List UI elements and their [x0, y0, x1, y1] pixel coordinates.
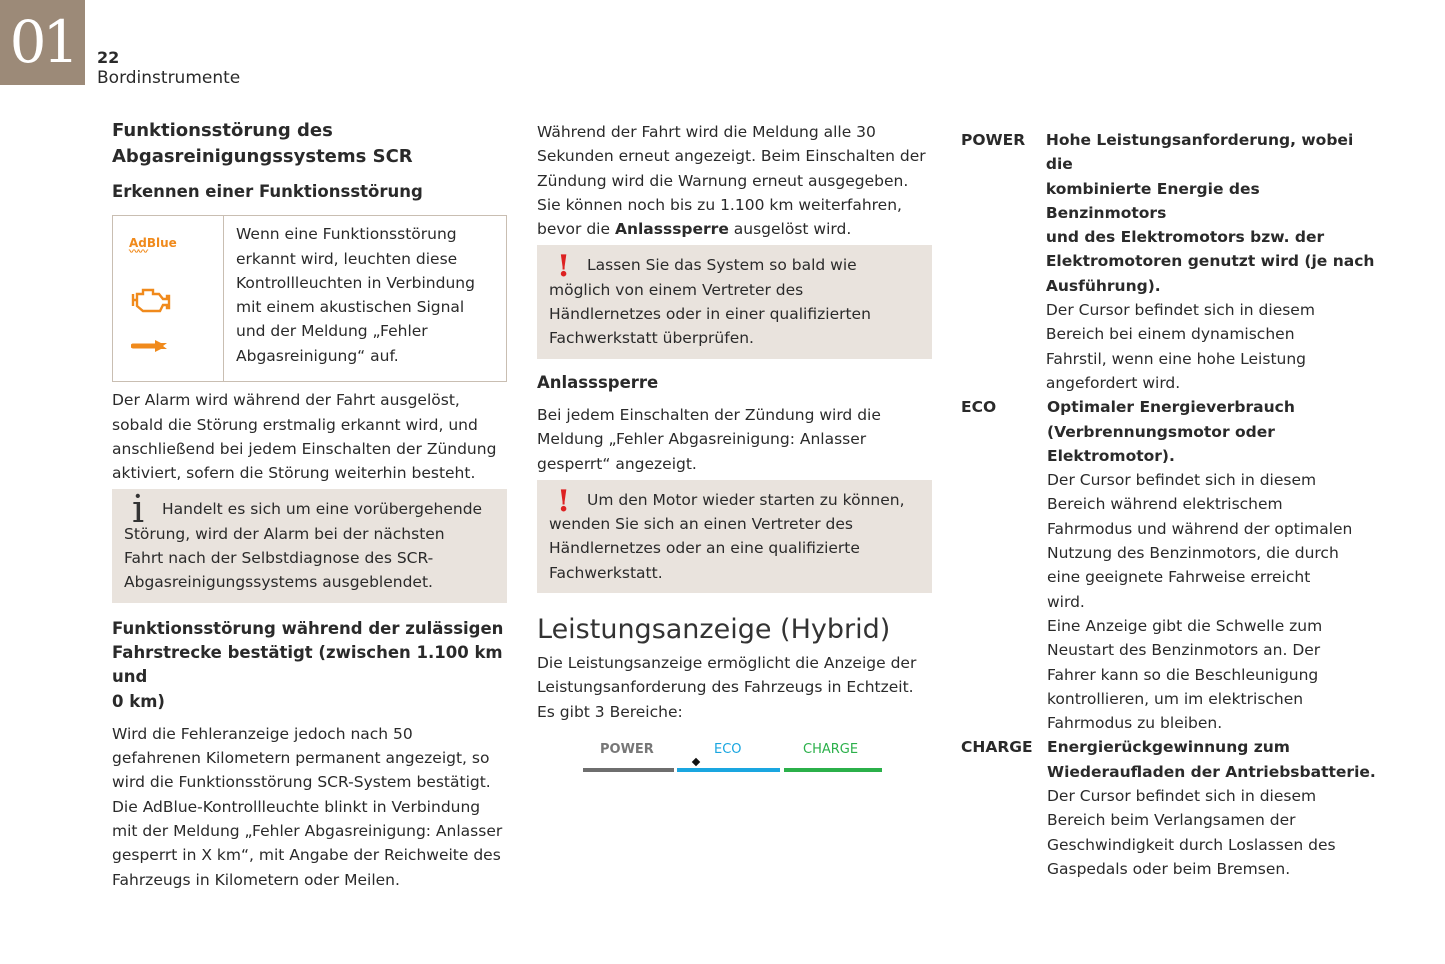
alarm-paragraph: Der Alarm wird während der Fahrt ausgelöst, sobald die Störung erstmalig erkannt wird, und anschließend bei jedem Einschalten der Zündung aktiviert, sofern die Störung weiterhin besteht.	[112, 391, 497, 483]
mode-charge	[961, 735, 1381, 881]
info-icon: i	[132, 487, 145, 532]
column-1	[112, 118, 512, 892]
icon-cell	[113, 216, 224, 381]
gauge-bar-eco	[677, 768, 780, 772]
exclamation-icon: !	[557, 483, 571, 519]
mode-label: CHARGE	[961, 738, 1033, 757]
mode-eco	[961, 395, 1381, 735]
exclamation-icon: !	[557, 249, 571, 285]
column-2	[537, 120, 937, 784]
heading-confirmed-malfunction: Funktionsstörung während der zulässigen Fahrstrecke bestätigt (zwischen 1.100 km und 0 km)	[112, 618, 504, 711]
heading-start-lock: Anlasssperre	[537, 372, 659, 392]
mode-description: Der Cursor befindet sich in diesem Bereich bei einem dynamischen Fahrstil, wenn eine hohe Leistung angefordert wird.	[1045, 301, 1315, 392]
engine-icon	[129, 286, 171, 316]
warning-note-2: ! Um den Motor wieder starten zu können, wenden Sie sich an einen Vertreter des Händlernetzes oder an eine qualifizierte Fachwerkstatt.	[537, 480, 932, 593]
drive-paragraph: Während der Fahrt wird die Meldung alle 30 Sekunden erneut angezeigt. Beim Einschalten der Zündung wird die Warnung erneut ausgegeben. Sie können noch bis zu 1.100 km weiterfahren, bevor die Anlasssperre ausgelöst wird.	[537, 123, 926, 239]
subheading-detect: Erkennen einer Funktionsstörung	[112, 182, 423, 201]
power-gauge	[537, 734, 937, 784]
chapter-badge: 01	[0, 0, 85, 85]
mode-description: Der Cursor befindet sich in diesem Bereich während elektrischem Fahrmodus und während der optimalen Nutzung des Benzinmotors, die durch eine geeignete Fahrweise erreicht wird. Eine Anzeige gibt die Schwelle zum Neustart des Benzinmotors an. Der Fahrer kann so die Beschleunigung kontrollieren, um im elektrischen Fahrmodus zu bleiben.	[1047, 471, 1353, 733]
power-meter-paragraph: Die Leistungsanzeige ermöglicht die Anzeige der Leistungsanforderung des Fahrzeugs in Echtzeit. Es gibt 3 Bereiche:	[537, 654, 917, 721]
gauge-label-power: POWER	[600, 741, 654, 757]
section-title: Bordinstrumente	[97, 68, 241, 88]
page-number: 22	[97, 48, 120, 67]
confirmed-paragraph: Wird die Fehleranzeige jedoch nach 50 gefahrenen Kilometern permanent angezeigt, so wird die Funktionsstörung SCR-System bestätigt. Die AdBlue-Kontrollleuchte blinkt in Verbindung mit der Meldung „Fehler Abgasreinigung: Anlasser gesperrt in X km“, mit Angabe der Reichweite des Fahrzeugs in Kilometern oder Meilen.	[112, 724, 503, 889]
wrench-icon	[131, 338, 169, 354]
mode-summary: Optimaler Energieverbrauch (Verbrennungsmotor oder Elektromotor).	[1047, 398, 1295, 465]
info-note: i Handelt es sich um eine vorübergehende Störung, wird der Alarm bei der nächsten Fahrt nach der Selbstdiagnose des SCR- Abgasreinigungssystems ausgeblendet.	[112, 489, 507, 602]
start-lock-paragraph: Bei jedem Einschalten der Zündung wird die Meldung „Fehler Abgasreinigung: Anlasser gesperrt“ angezeigt.	[537, 405, 881, 473]
gauge-label-eco: ECO	[714, 741, 742, 757]
gauge-label-charge: CHARGE	[803, 741, 859, 757]
gauge-bar-power	[583, 768, 674, 772]
mode-label: ECO	[961, 398, 997, 417]
warning-lights-table	[112, 215, 507, 382]
mode-power	[961, 128, 1381, 395]
mode-label: POWER	[961, 131, 1026, 149]
mode-summary: Hohe Leistungsanforderung, wobei die kombinierte Energie des Benzinmotors und des Elektromotors bzw. der Elektromotoren genutzt wird (je nach Ausführung).	[1045, 131, 1375, 295]
warning-note-1: ! Lassen Sie das System so bald wie möglich von einem Vertreter des Händlernetzes oder in einer qualifizierten Fachwerkstatt überprüfen.	[537, 245, 932, 358]
adblue-icon: AdBlue 〰〰	[129, 236, 177, 259]
mode-description: Der Cursor befindet sich in diesem Bereich beim Verlangsamen der Geschwindigkeit durch Loslassen des Gaspedals oder beim Bremsen.	[1047, 787, 1336, 878]
warning-text: Wenn eine Funktionsstörung erkannt wird, leuchten diese Kontrollleuchten in Verbindung mit einem akustischen Signal und der Meldung „Fehler Abgasreinigung“ auf.	[236, 225, 475, 365]
mode-summary: Energierückgewinnung zum Wiederaufladen der Antriebsbatterie.	[1047, 738, 1376, 781]
gauge-cursor-icon	[692, 758, 700, 766]
heading-power-meter: Leistungsanzeige (Hybrid)	[537, 614, 891, 646]
heading-scr-malfunction: Funktionsstörung des Abgasreinigungssystems SCR	[112, 120, 413, 167]
column-3	[961, 128, 1381, 881]
gauge-bar-charge	[784, 768, 882, 772]
